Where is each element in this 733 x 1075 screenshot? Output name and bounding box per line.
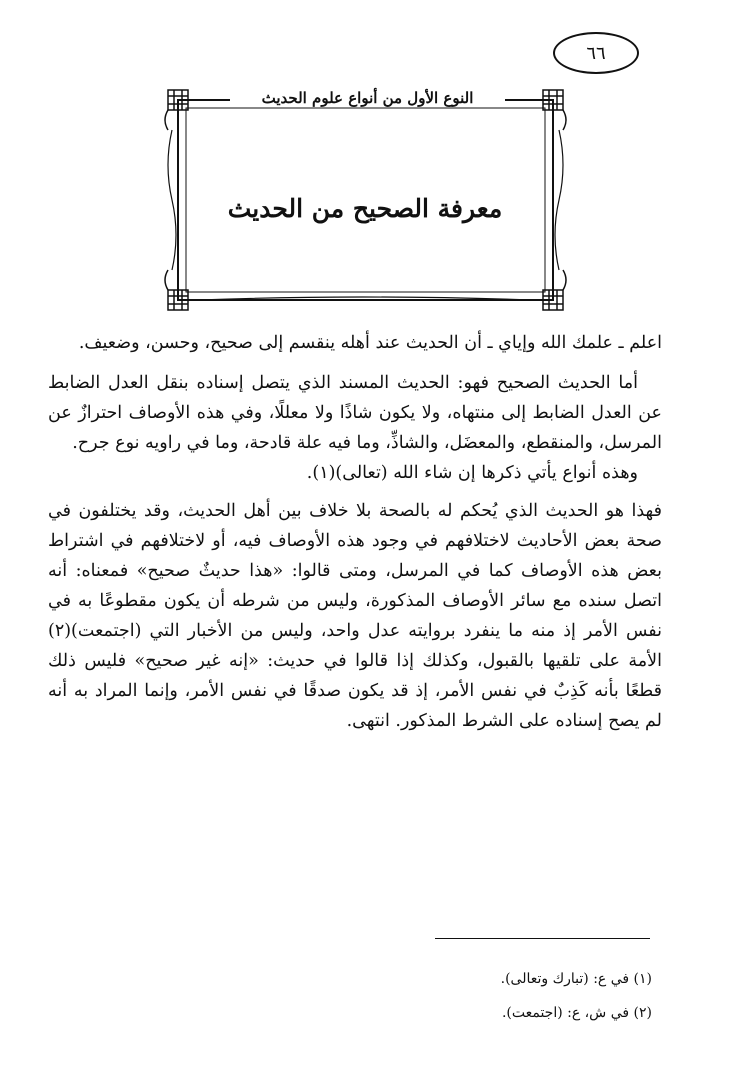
footnotes [300, 962, 652, 1030]
ornamental-frame [0, 0, 733, 330]
footnote-separator [435, 938, 650, 939]
corner-ornament-bottom-left [165, 270, 188, 310]
corner-ornament-top-left [165, 90, 188, 130]
paragraph-1: اعلم ـ علمك الله وإياي ـ أن الحديث عند أهله ينقسم إلى صحيح، وحسن، وضعيف. [78, 333, 662, 353]
paragraph-4: فهذا هو الحديث الذي يُحكم له بالصحة بلا خلاف بين أهل الحديث، وقد يختلفون في صحة بعض الأحاديث لاختلافهم في وجود هذه الأوصاف فيه، أو لاختلافهم في اشتراط بعض هذه الأوصاف كما في المرسل، ومتى قالوا: «هذا حديثٌ صحيح» فمعناه: أنه اتصل سنده مع سائر الأوصاف المذكورة، وليس من شرطه أن يكون مقطوعًا به في نفس الأمر إذ منه ما ينفرد بروايته عدل واحد، وليس من الأخبار التي (اجتمعت)(٢) الأمة على تلقيها بالقبول، وكذلك إذا قالوا في حديث: «إنه غير صحيح» فليس ذلك قطعًا بأنه كَذِبٌ في نفس الأمر، إذ قد يكون صدقًا في نفس الأمر، وإنما المراد به أنه لم يصح إسناده على الشرط المذكور. انتهى. [48, 501, 662, 731]
body-text [48, 328, 662, 736]
paragraph-2: أما الحديث الصحيح فهو: الحديث المسند الذي يتصل إسناده بنقل العدل الضابط عن العدل الضابط إلى منتهاه، ولا يكون شاذًا ولا معللًا، وفي هذه الأوصاف احترازٌ عن المرسل، والمنقطع، والمعضَل، والشاذِّ، وما فيه علة قادحة، وما في راويه نوع جرح. [48, 373, 662, 453]
footnote-1: (١) في ع: (تبارك وتعالى). [500, 971, 652, 987]
frame-title: النوع الأول من أنواع علوم الحديث [230, 89, 505, 107]
chapter-title: معرفة الصحيح من الحديث [227, 194, 503, 223]
paragraph-3: وهذه أنواع يأتي ذكرها إن شاء الله (تعالى)(١). [306, 463, 638, 483]
page-number: ٦٦ [553, 32, 639, 74]
corner-ornament-top-right [543, 90, 566, 130]
footnote-2: (٢) في ش، ع: (اجتمعت). [501, 1005, 652, 1021]
corner-ornament-bottom-right [543, 270, 566, 310]
